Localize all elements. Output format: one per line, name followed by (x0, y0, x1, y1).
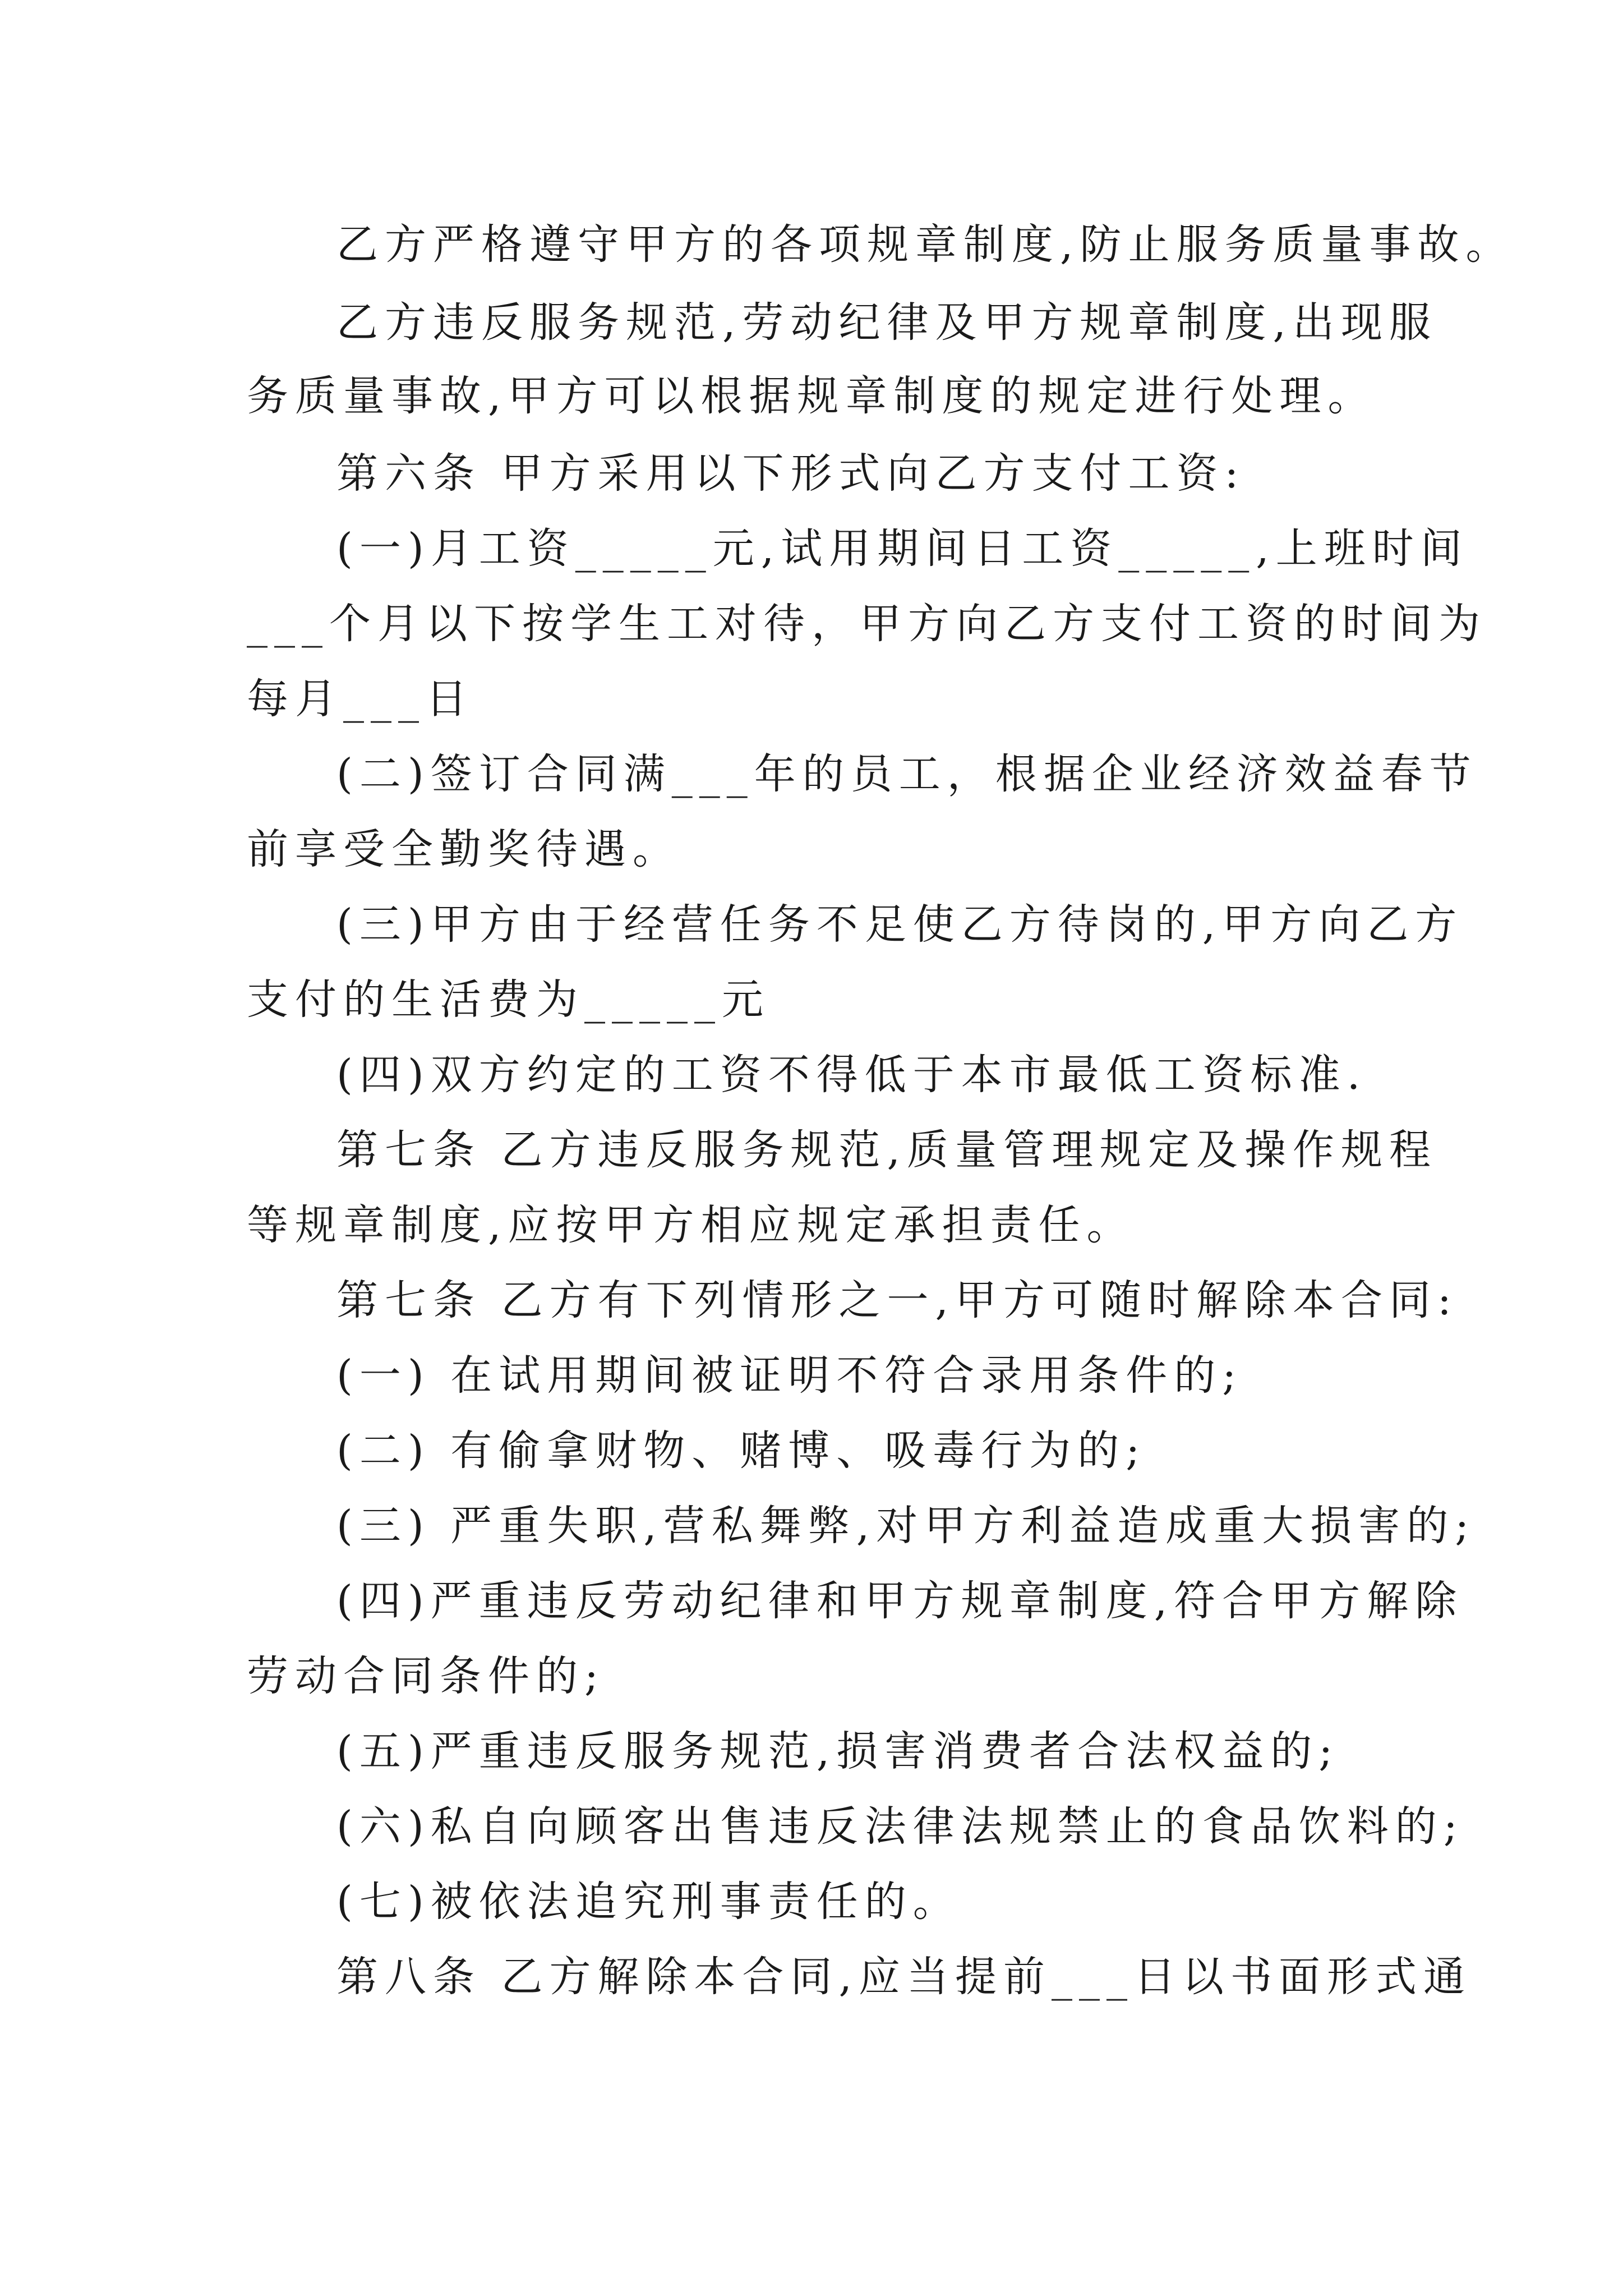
article-heading-8: 第八条 乙方解除本合同,应当提前___日以书面形式通 (336, 1953, 1472, 2001)
clause-line: (三) 严重失职,营私舞弊,对甲方利益造成重大损害的; (336, 1502, 1476, 1550)
clause-line: ___个月以下按学生工对待，甲方向乙方支付工资的时间为 (247, 600, 1487, 648)
paragraph-line-3: 务质量事故,甲方可以根据规章制度的规定进行处理。 (247, 372, 1376, 420)
clause-line: (四)严重违反劳动纪律和甲方规章制度,符合甲方解除 (336, 1577, 1464, 1625)
clause-line: (七)被依法追究刑事责任的。 (336, 1878, 961, 1926)
clause-line: (三)甲方由于经营任务不足使乙方待岗的,甲方向乙方 (336, 900, 1464, 949)
article-heading-6: 第六条 甲方采用以下形式向乙方支付工资: (336, 449, 1246, 498)
paragraph-line-2: 乙方违反服务规范,劳动纪律及甲方规章制度,出现服 (336, 298, 1438, 347)
article-heading-7: 第七条 乙方违反服务规范,质量管理规定及操作规程 (336, 1126, 1438, 1174)
clause-line: (一)月工资_____元,试用期间日工资_____,上班时间 (336, 524, 1469, 573)
clause-line: (四)双方约定的工资不得低于本市最低工资标准. (336, 1051, 1367, 1099)
clause-line: 支付的生活费为_____元 (247, 976, 770, 1024)
clause-line: (六)私自向顾客出售违反法律法规禁止的食品饮料的; (336, 1802, 1464, 1851)
clause-line: (一) 在试用期间被证明不符合录用条件的; (336, 1351, 1243, 1400)
paragraph-line-1: 乙方严格遵守甲方的各项规章制度,防止服务质量事故。 (336, 220, 1514, 269)
clause-line: 前享受全勤奖待遇。 (247, 825, 681, 873)
clause-line: (二)签订合同满___年的员工，根据企业经济效益春节 (336, 750, 1478, 798)
article-heading-7b: 第七条 乙方有下列情形之一,甲方可随时解除本合同: (336, 1276, 1458, 1324)
paragraph-line: 等规章制度,应按甲方相应规定承担责任。 (247, 1201, 1135, 1249)
clause-line: (二) 有偷拿财物、赌博、吸毒行为的; (336, 1427, 1147, 1475)
clause-line: 劳动合同条件的; (247, 1652, 605, 1700)
clause-line: 每月___日 (247, 675, 474, 723)
clause-line: (五)严重违反服务规范,损害消费者合法权益的; (336, 1727, 1340, 1775)
